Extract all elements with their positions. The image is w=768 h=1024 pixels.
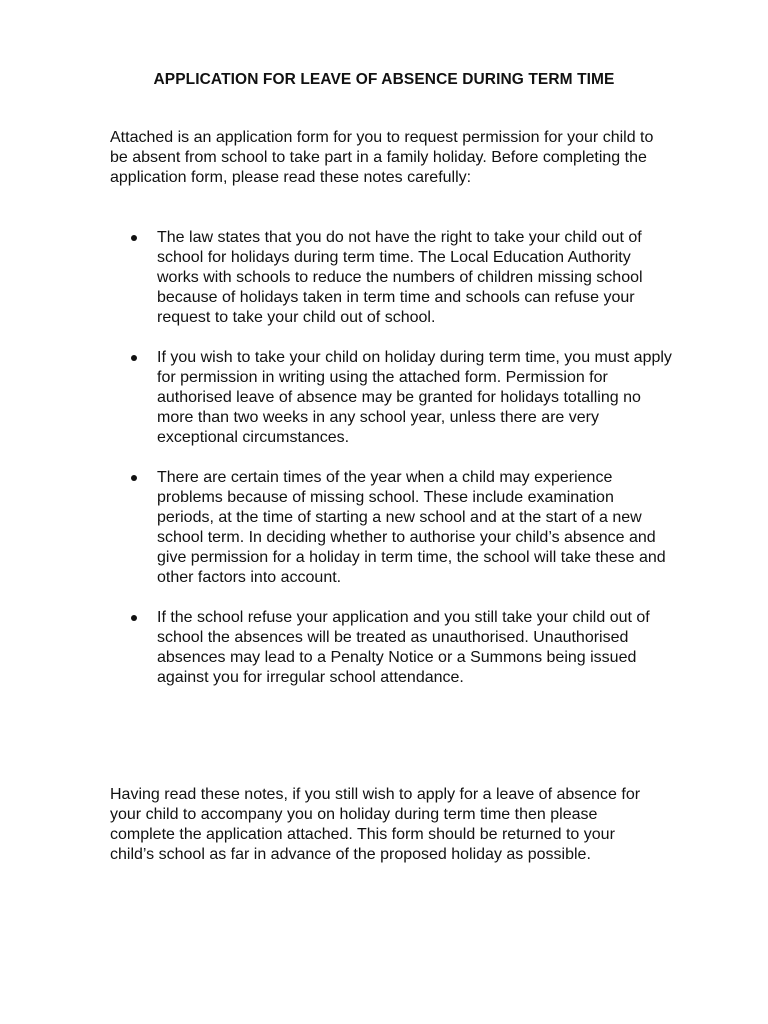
closing-paragraph: Having read these notes, if you still wish to apply for a leave of absence for your child to accompany you on holiday during term time then please complete the application attached. This form should be returned to your child’s school as far in advance of the proposed holiday as possible. [110, 786, 641, 863]
bullet-icon [131, 355, 137, 361]
note-text: There are certain times of the year when a child may experience problems because of missing school. These include examination periods, at the time of starting a new school and at the start of a new school term. In deciding whether to authorise your child’s absence and give permission for a holiday in term time, the school will take these and other factors into account. [157, 469, 666, 586]
note-text: If you wish to take your child on holiday during term time, you must apply for permission in writing using the attached form. Permission for authorised leave of absence may be granted for holidays totalling no more than two weeks in any school year, unless there are very exceptional circumstances. [157, 349, 672, 446]
note-text: If the school refuse your application and you still take your child out of school the absences will be treated as unauthorised. Unauthorised absences may lead to a Penalty Notice or a Summons being issued against you for irregular school attendance. [157, 609, 650, 686]
notes-list [0, 228, 768, 708]
list-item [0, 348, 672, 448]
list-item [0, 228, 672, 328]
note-text: The law states that you do not have the right to take your child out of school for holidays during term time. The Local Education Authority works with schools to reduce the numbers of children missing school because of holidays taken in term time and schools can refuse your request to take your child out of school. [157, 229, 643, 326]
intro-paragraph: Attached is an application form for you to request permission for your child to be absent from school to take part in a family holiday. Before completing the application form, please read these notes carefully: [110, 129, 654, 186]
list-item [0, 468, 672, 588]
bullet-icon [131, 475, 137, 481]
bullet-icon [131, 615, 137, 621]
bullet-icon [131, 235, 137, 241]
document-title: APPLICATION FOR LEAVE OF ABSENCE DURING TERM TIME [153, 71, 615, 88]
list-item [0, 608, 672, 688]
